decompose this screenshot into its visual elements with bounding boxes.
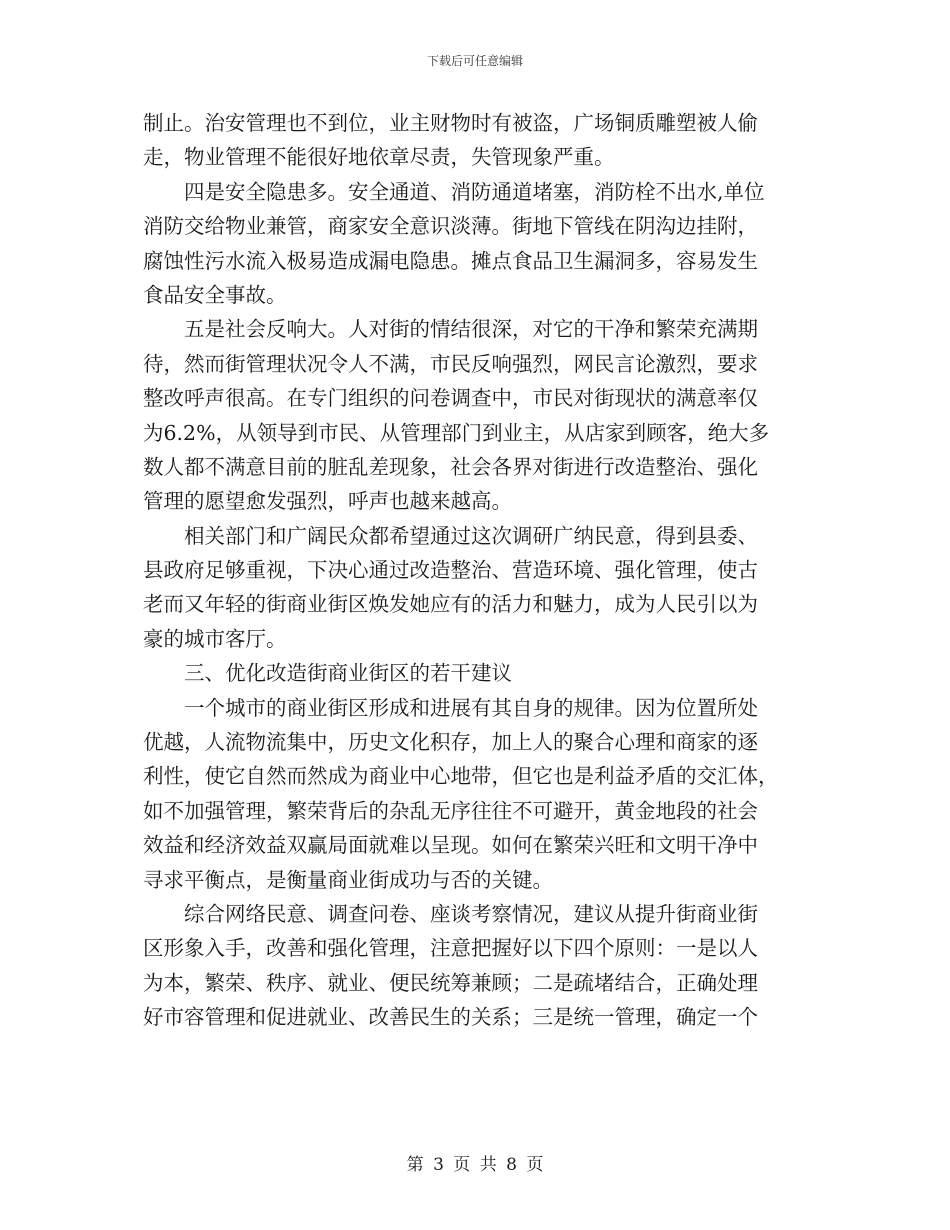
text-line: 为6.2%，从领导到市民、从管理部门到业主，从店家到顾客，绝大多 bbox=[143, 420, 770, 445]
text-line: 相关部门和广阔民众都希望通过这次调研广纳民意，得到县委、 bbox=[143, 523, 758, 548]
text-line: 为本，繁荣、秩序、就业、便民统筹兼顾；二是疏堵结合，正确处理 bbox=[143, 970, 758, 995]
text-line: 四是安全隐患多。安全通道、消防通道堵塞，消防栓不出水,单位 bbox=[143, 179, 765, 204]
text-line: 寻求平衡点，是衡量商业街成功与否的关键。 bbox=[143, 867, 553, 892]
text-line: 整改呼声很高。在专门组织的问卷调查中，市民对街现状的满意率仅 bbox=[143, 386, 758, 411]
text-line: 优越，人流物流集中，历史文化积存，加上人的聚合心理和商家的逐 bbox=[143, 730, 758, 755]
text-line: 老而又年轻的街商业街区焕发她应有的活力和魅力，成为人民引以为 bbox=[143, 592, 758, 617]
text-line: 效益和经济效益双赢局面就难以呈现。如何在繁荣兴旺和文明干净中 bbox=[143, 833, 758, 858]
text-line: 数人都不满意目前的脏乱差现象，社会各界对街进行改造整治、强化 bbox=[143, 454, 758, 479]
text-line: 走，物业管理不能很好地依章尽责，失管现象严重。 bbox=[143, 145, 615, 170]
text-line: 管理的愿望愈发强烈，呼声也越来越高。 bbox=[143, 489, 512, 514]
text-line: 腐蚀性污水流入极易造成漏电隐患。摊点食品卫生漏洞多，容易发生 bbox=[143, 248, 758, 273]
text-line: 如不加强管理，繁荣背后的杂乱无序往往不可避开，黄金地段的社会 bbox=[143, 798, 758, 823]
text-line: 消防交给物业兼管，商家安全意识淡薄。街地下管线在阴沟边挂附， bbox=[143, 214, 758, 239]
text-line: 好市容管理和促进就业、改善民生的关系；三是统一管理，确定一个 bbox=[143, 1005, 758, 1030]
text-line: 县政府足够重视，下决心通过改造整治、营造环境、强化管理，使古 bbox=[143, 558, 758, 583]
text-line: 制止。治安管理也不到位，业主财物时有被盗，广场铜质雕塑被人偷 bbox=[143, 111, 758, 135]
page-number-footer: 第 3 页 共 8 页 bbox=[406, 1155, 544, 1175]
section-heading: 三、优化改造街商业街区的若干建议 bbox=[143, 661, 512, 686]
document-body bbox=[143, 106, 808, 1035]
page-header: 下载后可任意编辑 bbox=[426, 54, 523, 68]
text-line: 一个城市的商业街区形成和进展有其自身的规律。因为位置所处 bbox=[143, 695, 758, 720]
text-line: 豪的城市客厅。 bbox=[143, 626, 287, 651]
text-line: 综合网络民意、调查问卷、座谈考察情况，建议从提升街商业街 bbox=[143, 901, 758, 926]
text-line: 食品安全事故。 bbox=[143, 282, 287, 307]
text-line: 待，然而街管理状况令人不满，市民反响强烈，网民言论激烈，要求 bbox=[143, 351, 758, 376]
text-line: 五是社会反响大。人对街的情结很深，对它的干净和繁荣充满期 bbox=[143, 317, 758, 342]
text-line: 区形象入手，改善和强化管理，注意把握好以下四个原则：一是以人 bbox=[143, 936, 758, 961]
text-line: 利性，使它自然而然成为商业中心地带，但它也是利益矛盾的交汇体， bbox=[143, 764, 779, 789]
